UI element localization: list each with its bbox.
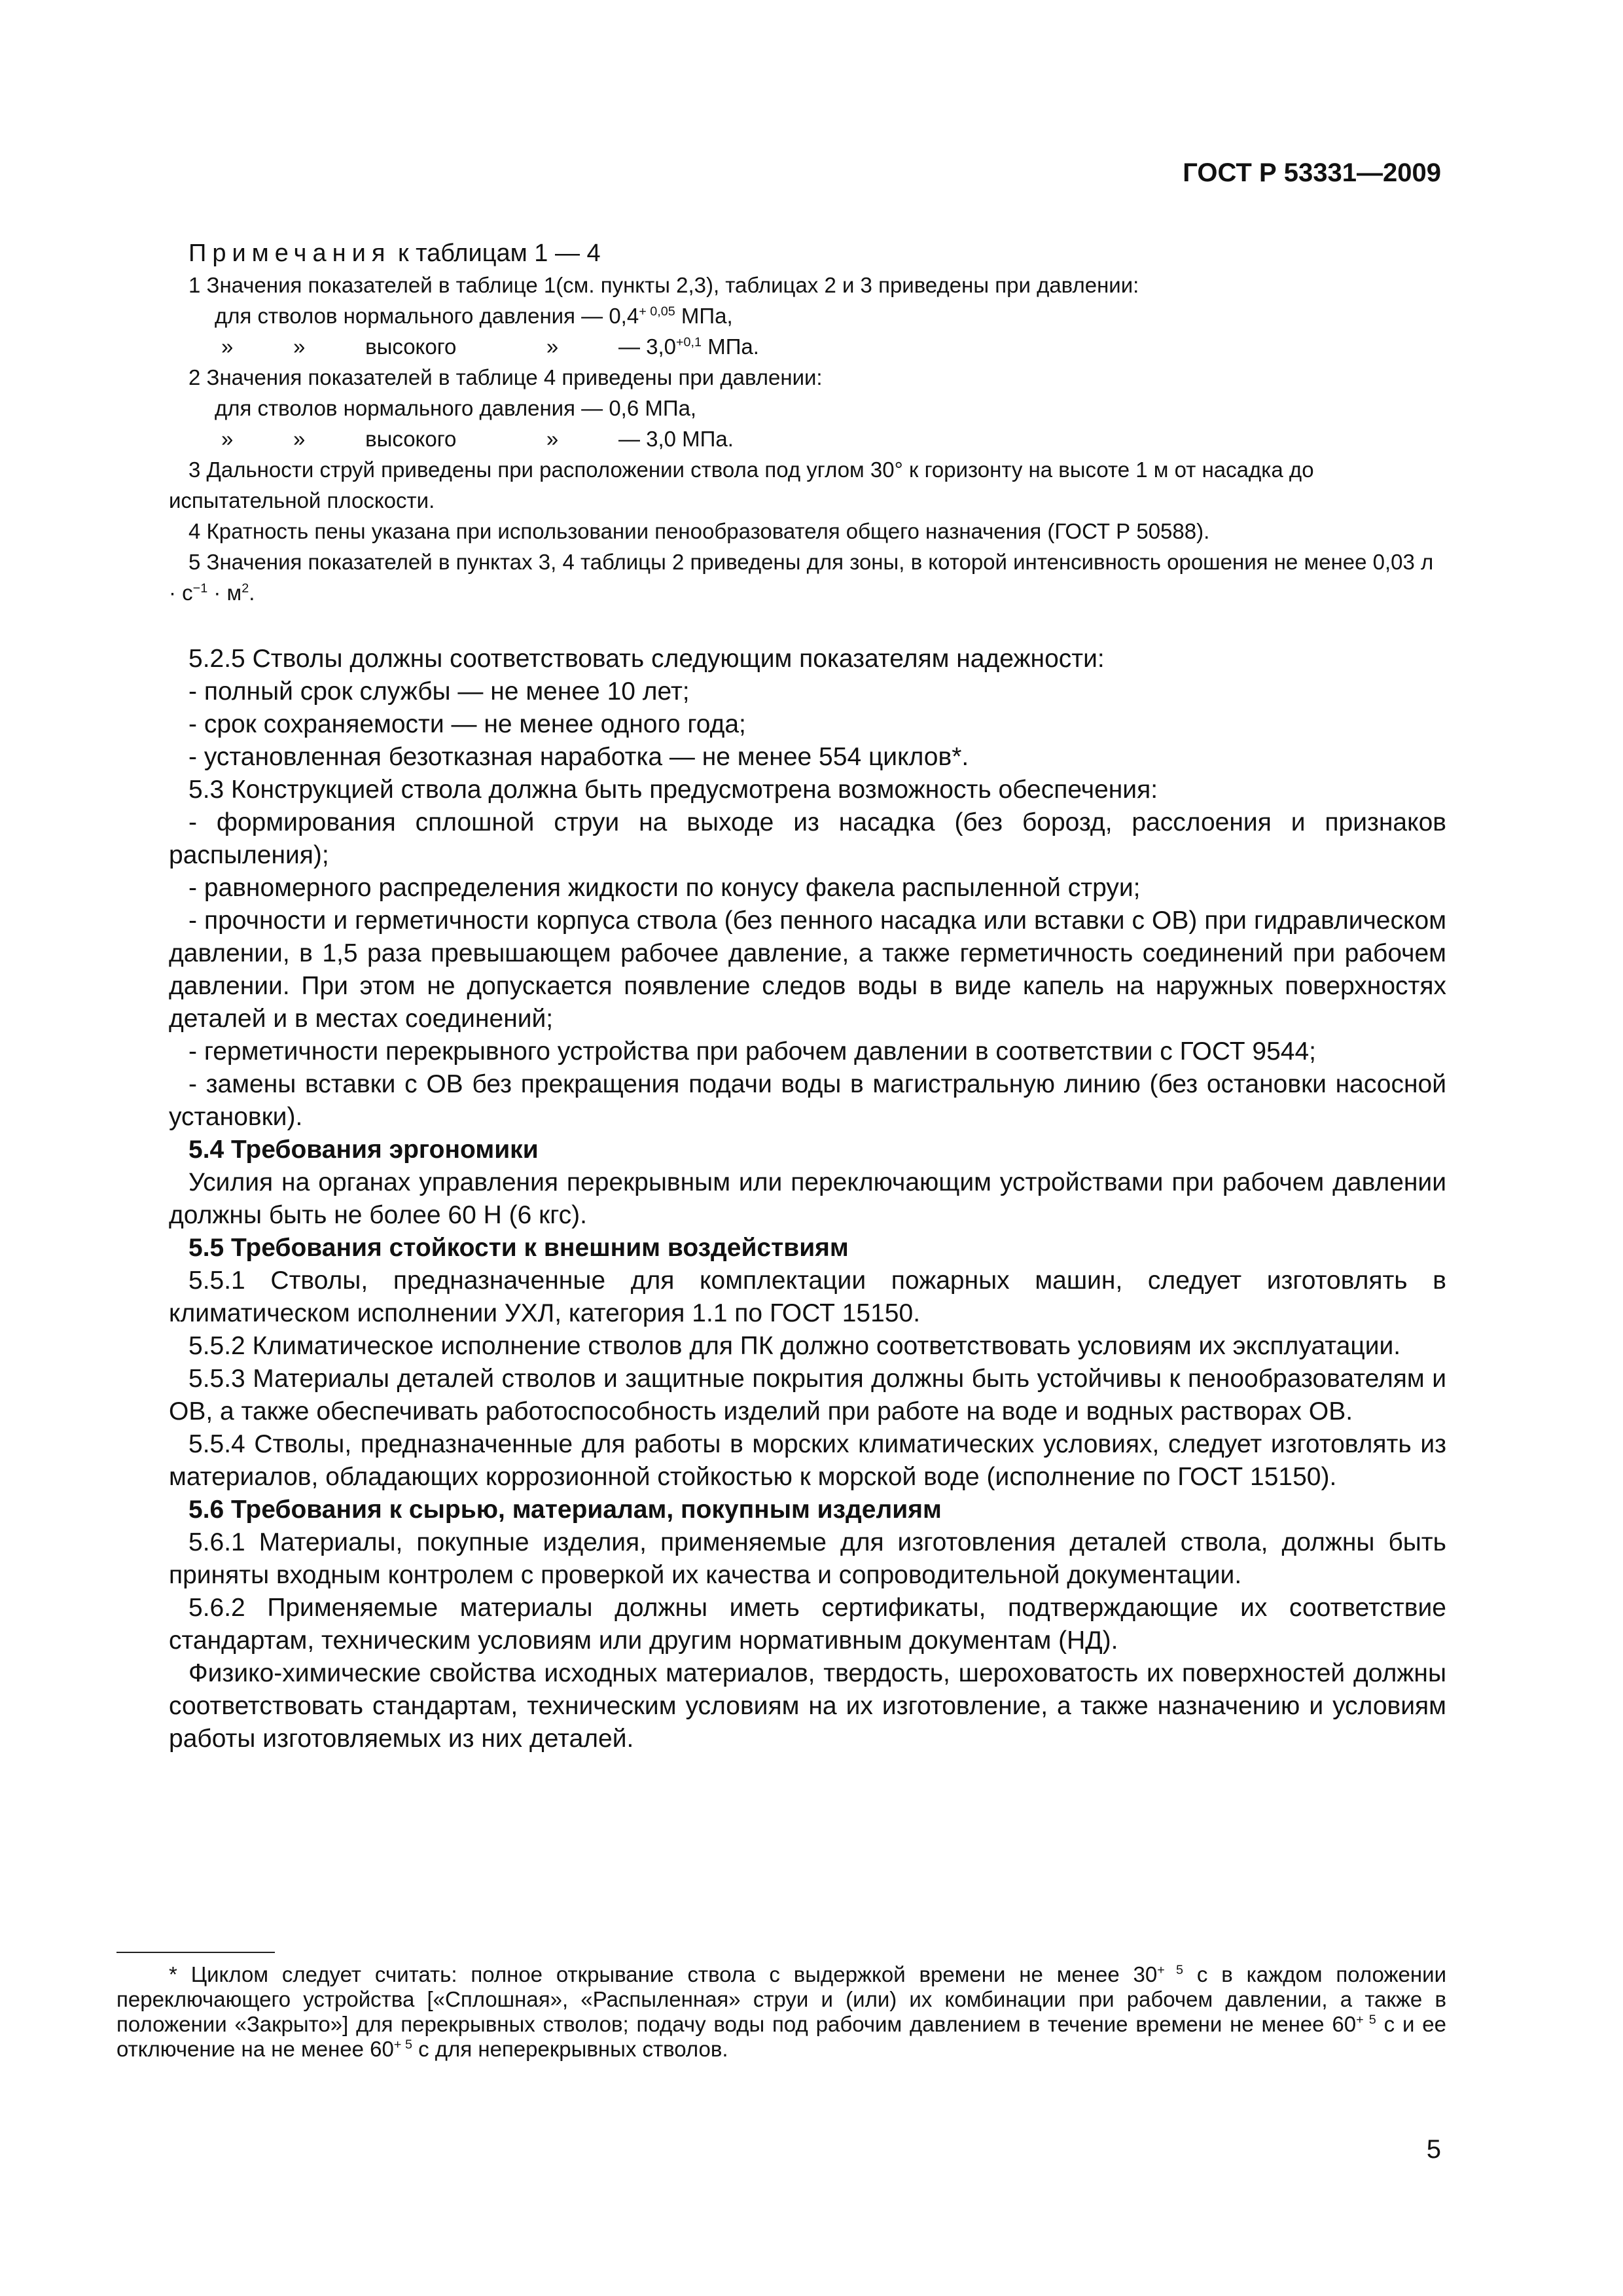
list-item: - равномерного распределения жидкости по конусу факела распыленной струи; (188, 874, 1141, 902)
note-2-normal-pressure: для стволов нормального давления — 0,6 МПа, (215, 396, 697, 420)
notes-title: Примечания к таблицам 1 — 4 (188, 240, 601, 267)
list-item: - установленная безотказная наработка — не менее 554 циклов*. (188, 743, 969, 771)
heading-5-5: 5.5 Требования стойкости к внешним воздействиям (188, 1234, 849, 1262)
heading-5-4: 5.4 Требования эргономики (188, 1136, 539, 1164)
note-4: 4 Кратность пены указана при использовании пенообразователя общего назначения (ГОСТ Р 50588). (188, 519, 1210, 543)
footnote: * Циклом следует считать: полное открывание ствола с выдержкой времени не менее $30^{+ 5}$ с в каждом положении переключающего устройства [«Сплошная», «Распыленная» струи и (или) их комбинации при рабочем давлении, а также в положении «Закрыто»] для перекрывных стволов; подачу воды под рабочим давлением в течение времени не менее $60^{+ 5}$ с и ее отключение на не менее $60^{+ 5}$ с для неперекрывных стволов. (116, 1962, 1446, 2061)
note-2-high-pressure: » » высокого » — 3,0 МПа. (221, 427, 734, 451)
list-item: - герметичности перекрывного устройства при рабочем давлении в соответствии с ГОСТ 9544; (188, 1037, 1317, 1066)
note-2: 2 Значения показателей в таблице 4 приведены при давлении: (188, 365, 823, 389)
clause-5-3: 5.3 Конструкцией ствола должна быть предусмотрена возможность обеспечения: (188, 776, 1158, 804)
clause-5-5-1: 5.5.1 Стволы, предназначенные для комплектации пожарных машин, следует изготовлять в климатическом исполнении УХЛ, категория 1.1 по ГОСТ 15150. (169, 1266, 1446, 1327)
list-item: - полный срок службы — не менее 10 лет; (188, 677, 690, 706)
document-header: ГОСТ Р 53331—2009 (1183, 158, 1441, 187)
note-1-normal-pressure: для стволов нормального давления — $0,4^{+ 0,05}$ МПа, (215, 304, 733, 328)
page-number: 5 (1426, 2135, 1441, 2164)
note-5: 5 Значения показателей в пунктах 3, 4 таблицы 2 приведены для зоны, в которой интенсивность орошения не менее 0,03 $л \cdot с^{-1} \cdot м^2$. (169, 550, 1434, 605)
list-item: - срок сохраняемости — не менее одного года; (188, 710, 746, 738)
list-item: - формирования сплошной струи на выходе из насадка (без борозд, расслоения и признаков распыления); (169, 808, 1446, 869)
clause-5-2-5: 5.2.5 Стволы должны соответствовать следующим показателям надежности: (188, 645, 1105, 673)
clause-5-5-3: 5.5.3 Материалы деталей стволов и защитные покрытия должны быть устойчивы к пенообразователям и ОВ, а также обеспечивать работоспособность изделий при работе на воде и водных растворах ОВ. (169, 1365, 1446, 1426)
document-body (169, 643, 1446, 1755)
note-1-high-pressure: » » высокого » — $3,0^{+0,1}$ МПа. (221, 334, 759, 359)
clause-5-5-2: 5.5.2 Климатическое исполнение стволов для ПК должно соответствовать условиям их эксплуатации. (188, 1332, 1401, 1360)
note-1: 1 Значения показателей в таблице 1(см. пункты 2,3), таблицах 2 и 3 приведены при давлении: (188, 273, 1139, 297)
clause-5-6-3: Физико-химические свойства исходных материалов, твердость, шероховатость их поверхностей должны соответствовать стандартам, техническим условиям на их изготовление, а также назначению и условиям работы изготовляемых из них деталей. (169, 1659, 1446, 1753)
table-notes (169, 237, 1446, 608)
clause-5-6-2: 5.6.2 Применяемые материалы должны иметь сертификаты, подтверждающие их соответствие стандартам, техническим условиям или другим нормативным документам (НД). (169, 1594, 1446, 1655)
clause-5-6-1: 5.6.1 Материалы, покупные изделия, применяемые для изготовления деталей ствола, должны быть приняты входным контролем с проверкой их качества и сопроводительной документации. (169, 1528, 1446, 1589)
clause-5-5-4: 5.5.4 Стволы, предназначенные для работы в морских климатических условиях, следует изготовлять из материалов, обладающих коррозионной стойкостью к морской воде (исполнение по ГОСТ 15150). (169, 1430, 1446, 1491)
heading-5-6: 5.6 Требования к сырью, материалам, покупным изделиям (188, 1496, 942, 1524)
footnote-divider (116, 1952, 275, 1953)
note-3: 3 Дальности струй приведены при расположении ствола под углом 30° к горизонту на высоте 1 м от насадка до испытательной плоскости. (169, 457, 1314, 512)
list-item: - замены вставки с ОВ без прекращения подачи воды в магистральную линию (без остановки насосной установки). (169, 1070, 1446, 1131)
clause-5-4-text: Усилия на органах управления перекрывным или переключающим устройствами при рабочем давлении должны быть не более 60 Н (6 кгс). (169, 1168, 1446, 1229)
list-item: - прочности и герметичности корпуса ствола (без пенного насадка или вставки с ОВ) при гидравлическом давлении, в 1,5 раза превышающем рабочее давление, а также герметичность соединений при рабочем давлении. При этом не допускается появление следов воды в виде капель на наружных поверхностях деталей и в местах соединений; (169, 906, 1446, 1033)
